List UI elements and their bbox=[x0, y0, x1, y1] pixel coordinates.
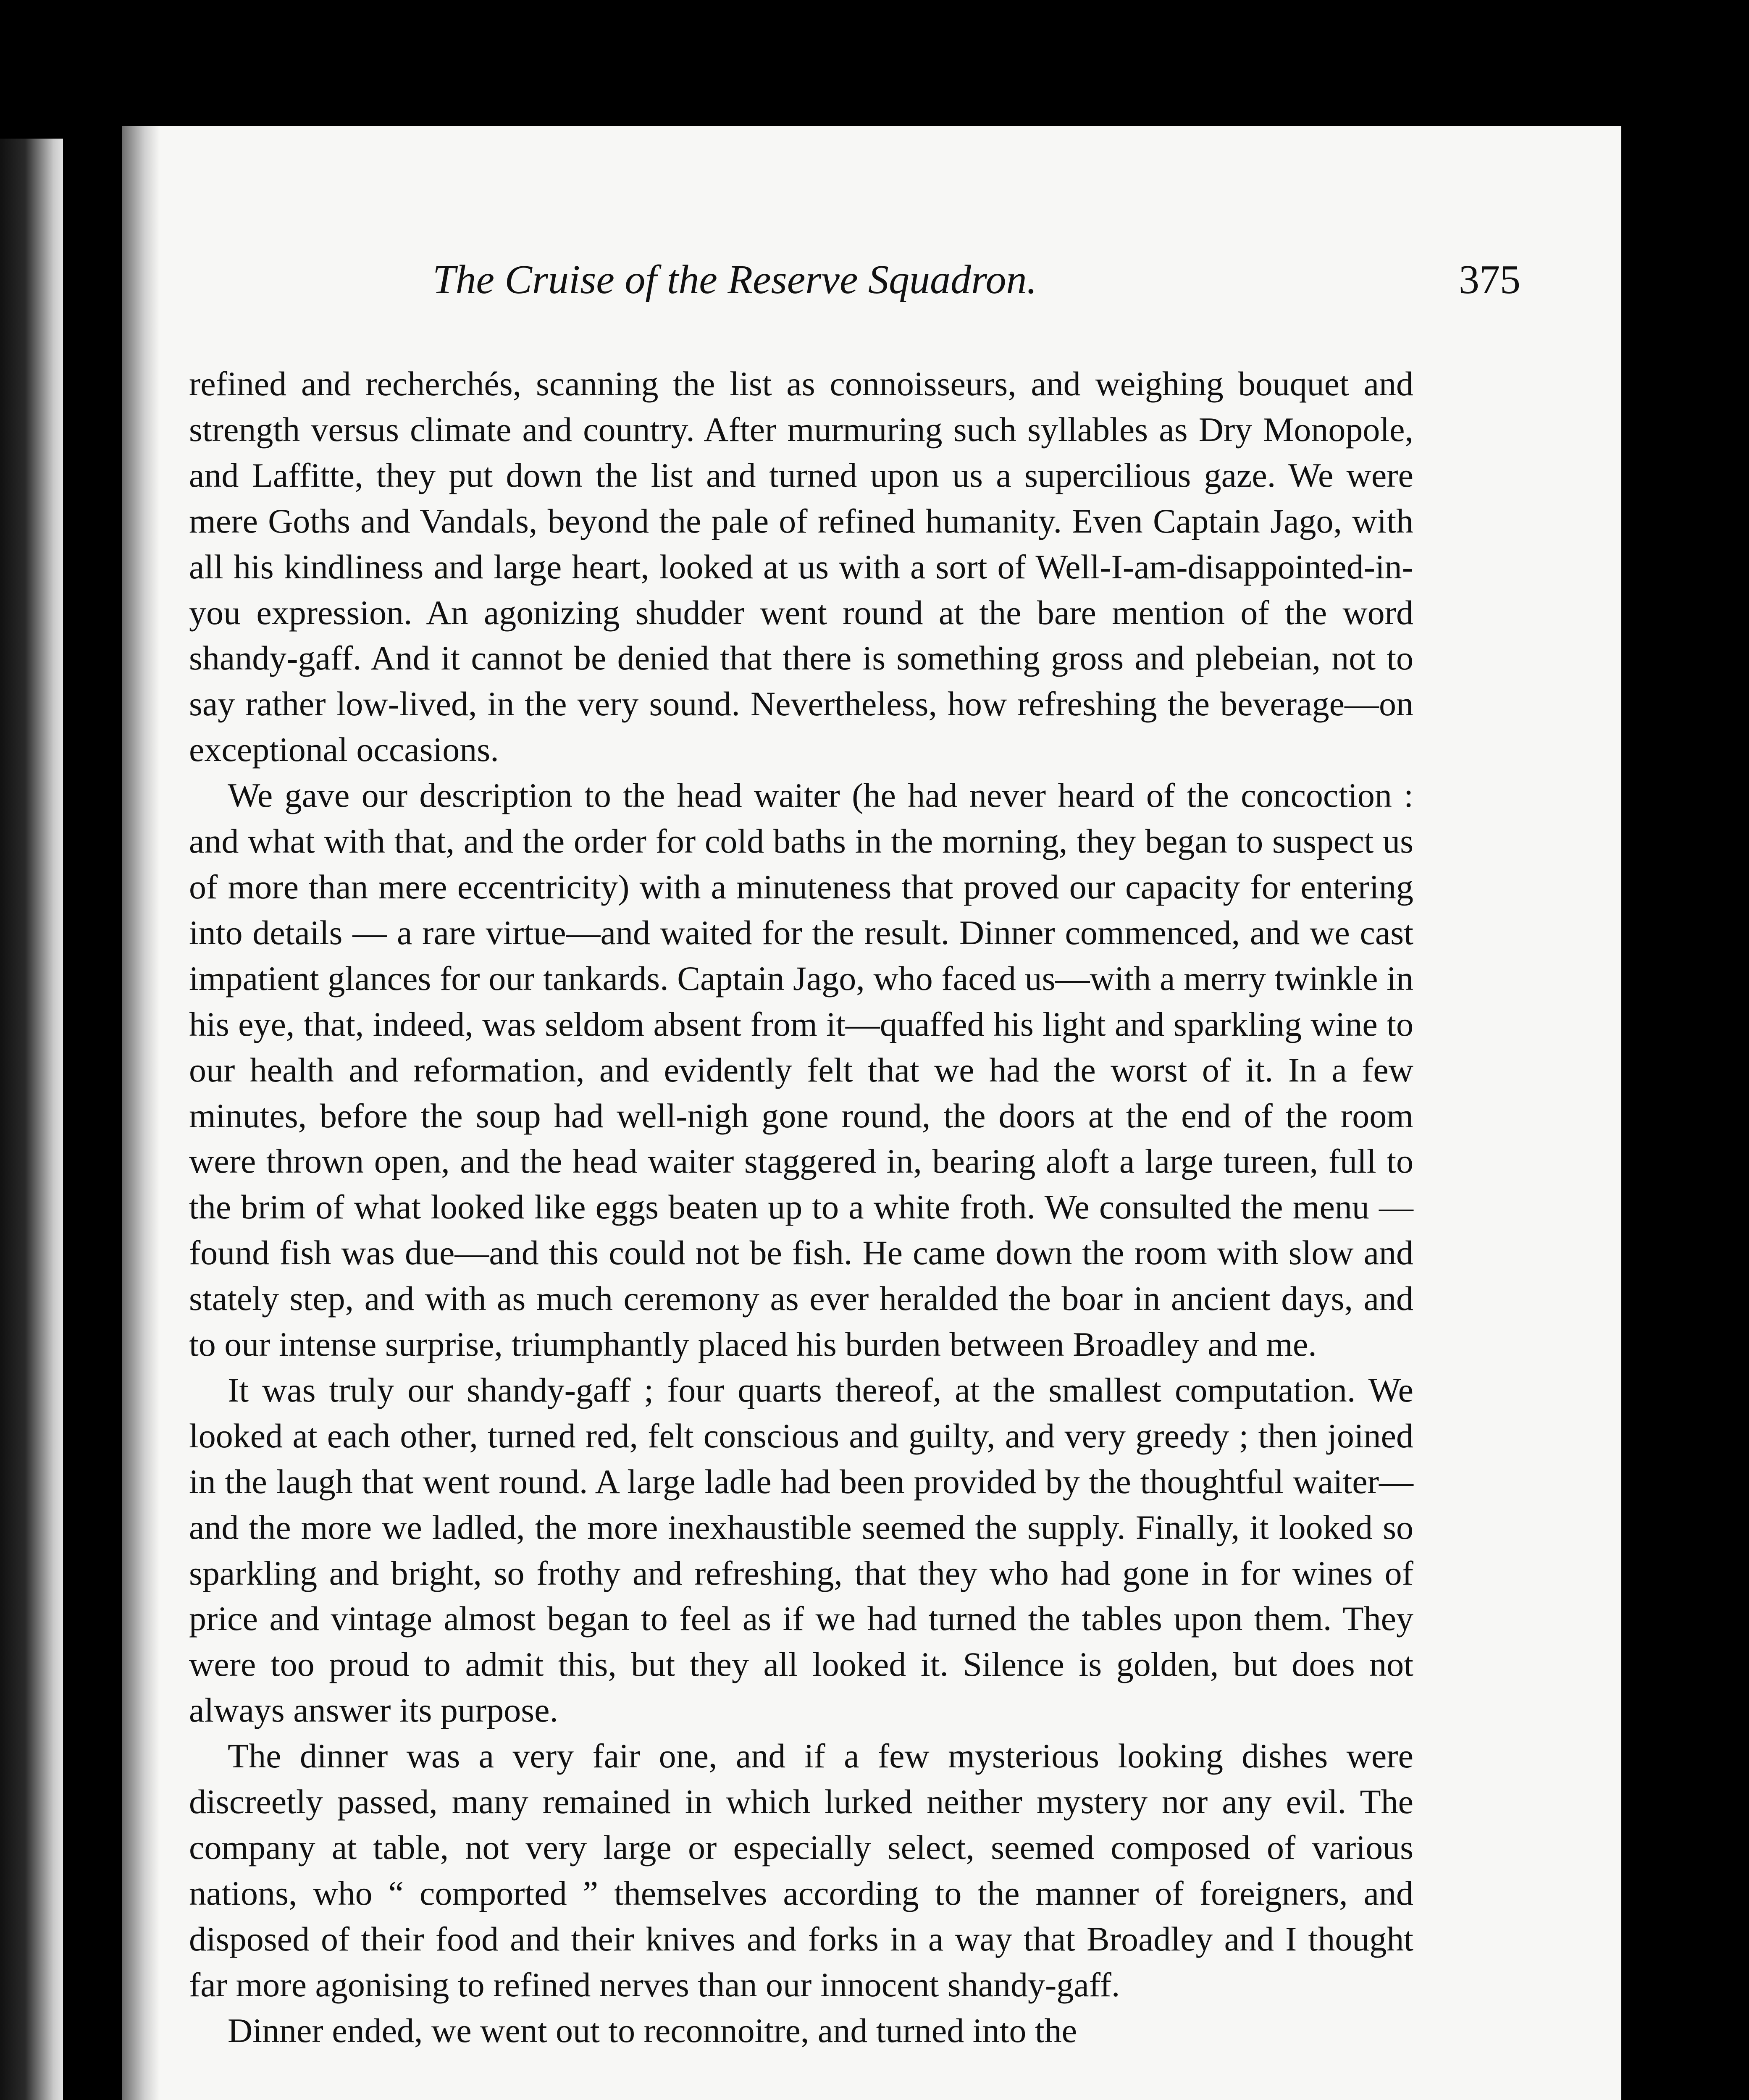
paragraph: refined and recherchés, scanning the list as connoisseurs, and weighing bouquet and strength versus climate and country. After murmuring such syllables as Dry Monopole, and Laffitte, they put down the list and turned upon us a supercilious gaze. We were mere Goths and Vandals, beyond the pale of refined humanity. Even Captain Jago, with all his kindliness and large heart, looked at us with a sort of Well-I-am-disappointed-in-you expression. An agonizing shudder went round at the bare mention of the word shandy-gaff. And it cannot be denied that there is something gross and plebeian, not to say rather low-lived, in the very sound. Nevertheless, how refreshing the beverage—on exceptional occasions. bbox=[189, 365, 1413, 769]
paragraph: It was truly our shandy-gaff ; four quarts thereof, at the smallest computation. We looked at each other, turned red, felt conscious and guilty, and very greedy ; then joined in the laugh that went round. A large ladle had been provided by the thoughtful waiter—and the more we ladled, the more inexhaustible seemed the supply. Finally, it looked so sparkling and bright, so frothy and refreshing, that they who had gone in for wines of price and vintage almost began to feel as if we had turned the tables upon them. They were too proud to admit this, but they all looked it. Silence is golden, but does not always answer its purpose. bbox=[189, 1370, 1413, 1730]
paragraph: We gave our description to the head waiter (he had never heard of the concoction : and what with that, and the order for cold baths in the morning, they began to suspect us of more than mere eccentricity) with a minuteness that proved our capacity for entering into details — a rare virtue—and waited for the result. Dinner commenced, and we cast impatient glances for our tankards. Captain Jago, who faced us—with a merry twinkle in his eye, that, indeed, was seldom absent from it—quaffed his light and sparkling wine to our health and reformation, and evidently felt that we had the worst of it. In a few minutes, before the soup had well-nigh gone round, the doors at the end of the room were thrown open, and the head waiter staggered in, bearing aloft a large tureen, full to the brim of what looked like eggs beaten up to a white froth. We consulted the menu —found fish was due—and this could not be fish. He came down the room with slow and stately step, and with as much ceremony as ever heralded the boar in ancient days, and to our intense surprise, triumphantly placed his burden between Broadley and me. bbox=[189, 776, 1413, 1364]
book-page bbox=[122, 126, 1621, 2100]
paragraph: Dinner ended, we went out to reconnoitre, and turned into the bbox=[228, 2011, 1077, 2050]
gutter-shadow bbox=[122, 126, 160, 2100]
body-text bbox=[189, 361, 1413, 2054]
running-title: The Cruise of the Reserve Squadron. bbox=[433, 257, 1037, 302]
running-header bbox=[290, 256, 1521, 315]
paragraph: The dinner was a very fair one, and if a few mysterious looking dishes were discreetly passed, many remained in which lurked neither mystery nor any evil. The company at table, not very large or especially select, seemed composed of various nations, who “ comported ” themselves according to the manner of foreigners, and disposed of their food and their knives and forks in a way that Broadley and I thought far more agonising to refined nerves than our innocent shandy-gaff. bbox=[189, 1737, 1413, 2004]
left-page-edge bbox=[0, 139, 63, 2100]
page-number: 375 bbox=[1459, 257, 1521, 302]
